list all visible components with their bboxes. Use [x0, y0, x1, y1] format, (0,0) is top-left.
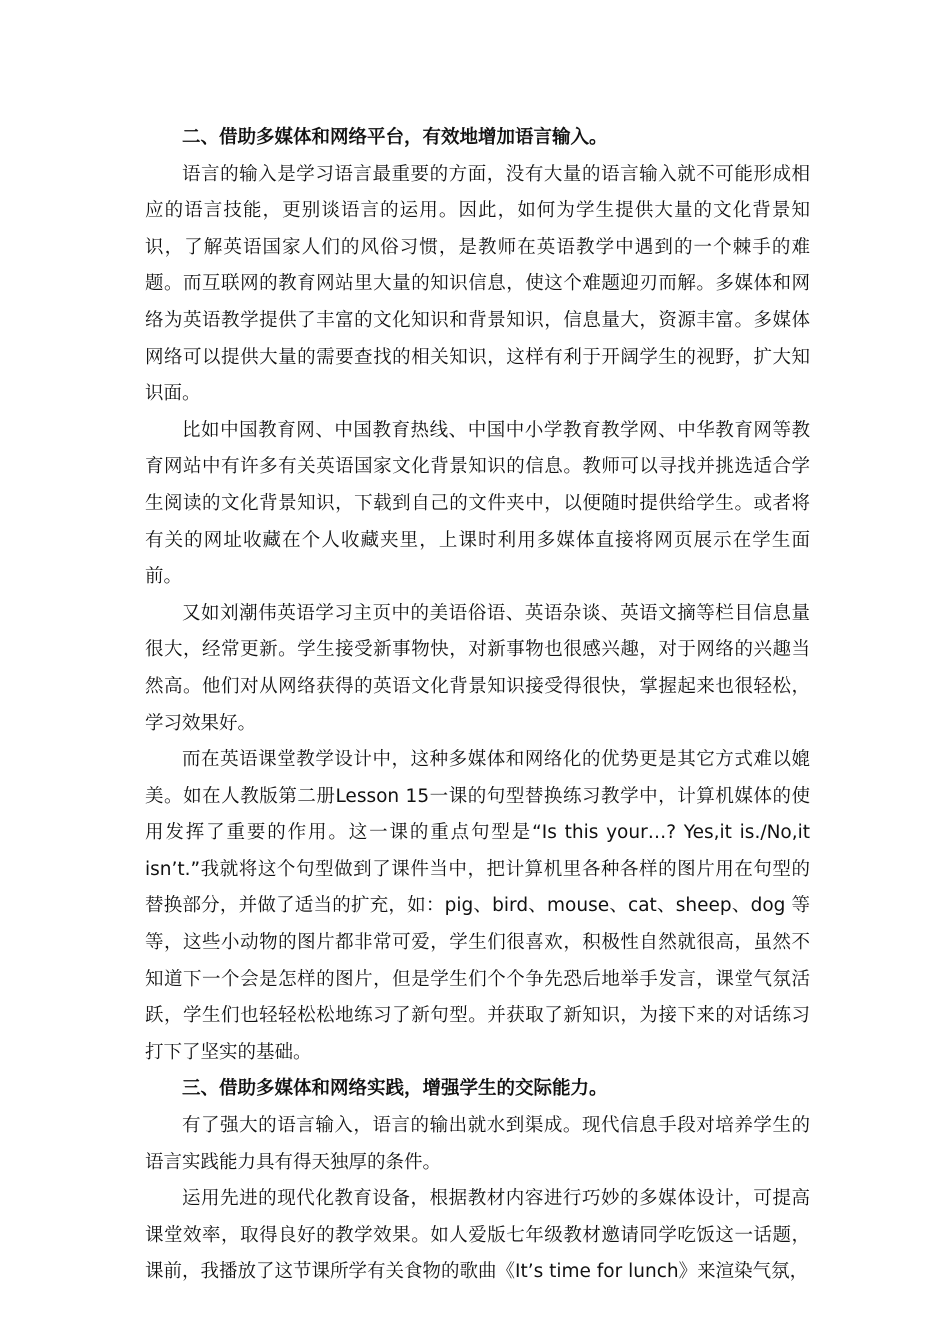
paragraph: 而在英语课堂教学设计中，这种多媒体和网络化的优势更是其它方式难以媲美。如在人教版第二册Lesson 15一课的句型替换练习教学中，计算机媒体的使用发挥了重要的作用。这一课的重点句型是“Is this your…? Yes,it is./No,it isn’t.”我就将这个句型做到了课件当中，把计算机里各种各样的图片用在句型的替换部分，并做了适当的扩充，如：pig、bird、mouse、cat、sheep、dog 等等，这些小动物的图片都非常可爱，学生们很喜欢，积极性自然就很高，虽然不知道下一个会是怎样的图片，但是学生们个个争先恐后地举手发言，课堂气氛活跃，学生们也轻轻松松地练习了新句型。并获取了新知识，为接下来的对话练习打下了坚实的基础。 — [145, 749, 810, 1063]
section-heading: 二、借助多媒体和网络平台，有效地增加语言输入。 — [182, 127, 608, 148]
section-heading: 三、借助多媒体和网络实践，增强学生的交际能力。 — [182, 1078, 608, 1100]
paragraph: 又如刘潮伟英语学习主页中的美语俗语、英语杂谈、英语文摘等栏目信息量很大，经常更新。学生接受新事物快，对新事物也很感兴趣，对于网络的兴趣当然高。他们对从网络获得的英语文化背景知识接受得很快，掌握起来也很轻松，学习效果好。 — [145, 602, 810, 734]
document-body — [145, 120, 810, 1291]
paragraph: 比如中国教育网、中国教育热线、中国中小学教育教学网、中华教育网等教育网站中有许多有关英语国家文化背景知识的信息。教师可以寻找并挑选适合学生阅读的文化背景知识，下载到自己的文件夹中，以便随时提供给学生。或者将有关的网址收藏在个人收藏夹里，上课时利用多媒体直接将网页展示在学生面前。 — [145, 419, 810, 588]
paragraph: 运用先进的现代化教育设备，根据教材内容进行巧妙的多媒体设计，可提高课堂效率，取得良好的教学效果。如人爱版七年级教材邀请同学吃饭这一话题，课前，我播放了这节课所学有关食物的歌曲《It’s time for lunch》来渲染气氛， — [145, 1188, 810, 1283]
paragraph: 有了强大的语言输入，语言的输出就水到渠成。现代信息手段对培养学生的语言实践能力具有得天独厚的条件。 — [145, 1115, 810, 1173]
paragraph: 语言的输入是学习语言最重要的方面，没有大量的语言输入就不可能形成相应的语言技能，更别谈语言的运用。因此，如何为学生提供大量的文化背景知识，了解英语国家人们的风俗习惯，是教师在英语教学中遇到的一个棘手的难题。而互联网的教育网站里大量的知识信息，使这个难题迎刃而解。多媒体和网络为英语教学提供了丰富的文化知识和背景知识，信息量大，资源丰富。多媒体网络可以提供大量的需要查找的相关知识，这样有利于开阔学生的视野，扩大知识面。 — [145, 163, 810, 405]
